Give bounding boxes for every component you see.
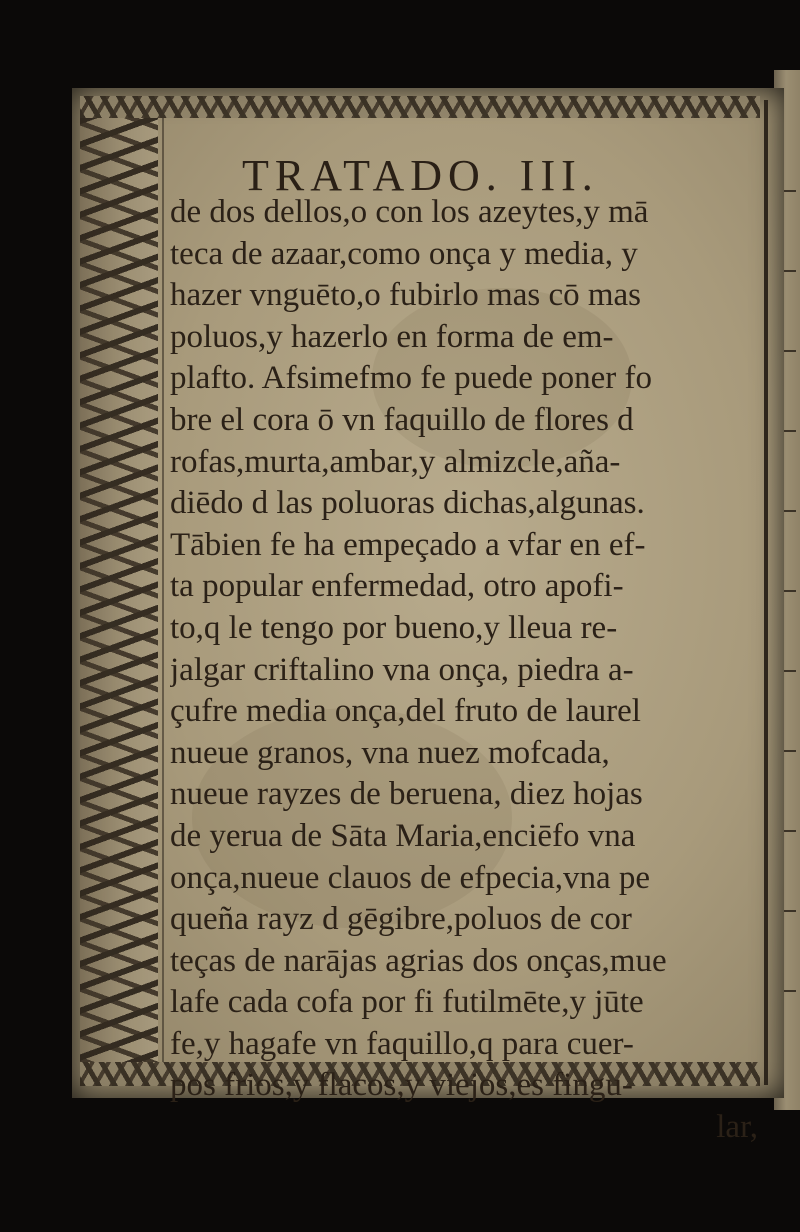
text-line: çufre media onça,del fruto de laurel xyxy=(170,693,641,730)
text-line: teca de azaar,como onça y media, y xyxy=(170,235,638,272)
text-line: bre el cora ō vn faquillo de flores d xyxy=(170,401,634,438)
running-head: TRATADO. III. xyxy=(242,151,599,200)
text-line: nueue granos, vna nuez mofcada, xyxy=(170,734,610,771)
text-line: to,q le tengo por bueno,y lleua re- xyxy=(170,609,618,646)
text-block xyxy=(170,150,764,1146)
inner-rule xyxy=(162,118,164,1062)
text-line: fe,y hagafe vn faquillo,q para cuer- xyxy=(170,1025,634,1062)
text-line: poluos,y hazerlo en forma de em- xyxy=(170,318,614,355)
text-line: diēdo d las poluoras dichas,algunas. xyxy=(170,485,645,522)
text-line: plafto. Afsimefmo fe puede poner fo xyxy=(170,360,653,397)
text-line: de dos dellos,o con los azeytes,y mā xyxy=(170,194,649,230)
woodcut-border-top xyxy=(80,96,760,118)
text-line: pos frios,y flacos,y viejos,es fingu- xyxy=(170,1067,633,1104)
right-rule xyxy=(764,100,768,1085)
text-line: onça,nueue clauos de efpecia,vna pe xyxy=(170,859,651,896)
woodcut-border-left xyxy=(80,118,158,1062)
text-line: Tābien fe ha empeçado a vfar en ef- xyxy=(170,526,646,563)
text-line: queña rayz d gēgibre,poluos de cor xyxy=(170,901,632,938)
text-line: teças de narājas agrias dos onças,mue xyxy=(170,942,667,979)
text-line: rofas,murta,ambar,y almizcle,aña- xyxy=(170,443,621,480)
text-line: de yerua de Sāta Maria,enciēfo vna xyxy=(170,817,636,854)
text-line: jalgar criftalino vna onça, piedra a- xyxy=(170,651,634,688)
catchword: lar, xyxy=(716,1109,758,1146)
text-line: nueue rayzes de beruena, diez hojas xyxy=(170,776,643,813)
text-lines xyxy=(170,192,764,1149)
text-line: hazer vnguēto,o fubirlo mas cō mas xyxy=(170,277,642,314)
text-line: lafe cada cofa por fi futilmēte,y jūte xyxy=(170,984,644,1021)
text-line: ta popular enfermedad, otro apofi- xyxy=(170,568,624,605)
